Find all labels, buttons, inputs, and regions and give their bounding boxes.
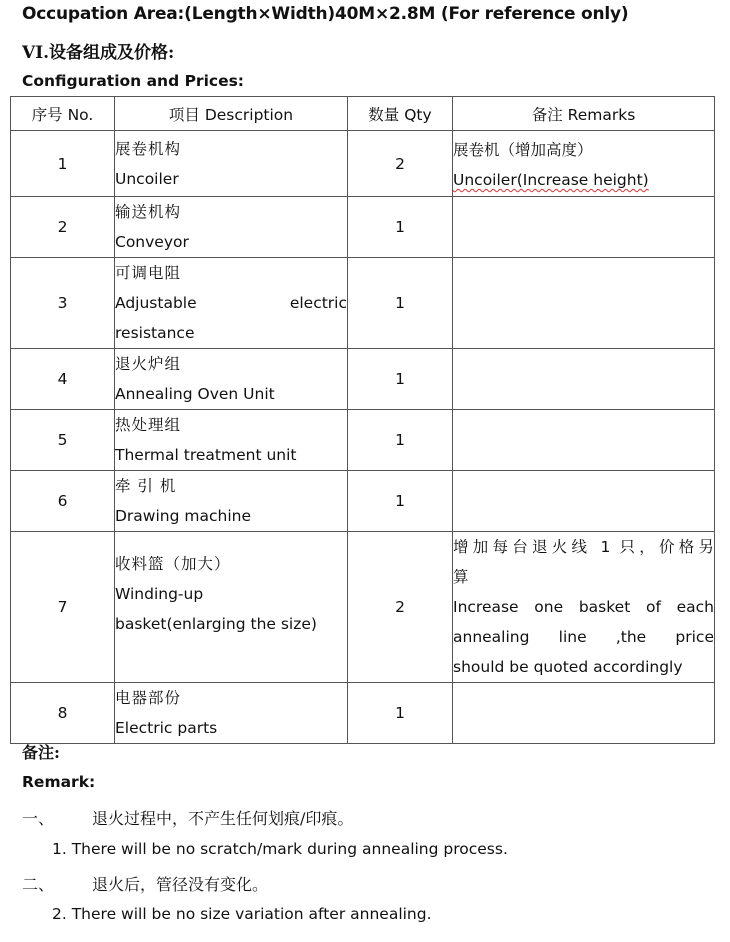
table-header-row bbox=[11, 97, 715, 131]
description-cn: 输送机构 bbox=[115, 203, 182, 221]
row-description bbox=[115, 683, 348, 744]
header-qty: 数量 Qty bbox=[348, 97, 453, 131]
row-remark bbox=[453, 683, 715, 744]
row-qty: 1 bbox=[348, 410, 453, 471]
row-description bbox=[115, 349, 348, 410]
row-number: 4 bbox=[11, 349, 115, 410]
header-remarks: 备注 Remarks bbox=[453, 97, 715, 131]
description-en-word: electric bbox=[289, 294, 347, 312]
description-en: Annealing Oven Unit bbox=[115, 385, 275, 403]
row-qty: 1 bbox=[348, 683, 453, 744]
table-row bbox=[11, 410, 715, 471]
description-cn: 退火炉组 bbox=[115, 355, 182, 373]
section-title: VI.设备组成及价格: bbox=[22, 43, 175, 63]
remark-en-line: should be quoted accordingly bbox=[453, 658, 683, 676]
header-no: 序号 No. bbox=[11, 97, 115, 131]
note-marker: 一、 bbox=[22, 809, 55, 828]
configuration-title: Configuration and Prices: bbox=[22, 72, 245, 90]
configuration-table bbox=[10, 96, 715, 744]
row-remark bbox=[453, 349, 715, 410]
table-row bbox=[11, 683, 715, 744]
table-row bbox=[11, 258, 715, 349]
description-en-line: resistance bbox=[115, 324, 195, 342]
note-text-en: 2. There will be no size variation after annealing. bbox=[52, 905, 432, 923]
row-remark bbox=[453, 258, 715, 349]
row-remark bbox=[453, 131, 715, 197]
row-remark bbox=[453, 197, 715, 258]
row-description bbox=[115, 131, 348, 197]
row-qty: 1 bbox=[348, 197, 453, 258]
note-text-cn: 退火过程中，不产生任何划痕/印痕。 bbox=[92, 809, 354, 828]
remark-title-en: Remark: bbox=[22, 773, 96, 791]
note-cn bbox=[22, 806, 353, 829]
row-description bbox=[115, 410, 348, 471]
row-number: 3 bbox=[11, 258, 115, 349]
table-row bbox=[11, 197, 715, 258]
row-qty: 1 bbox=[348, 349, 453, 410]
description-en: Uncoiler bbox=[115, 169, 179, 188]
description-en-word: Adjustable bbox=[115, 294, 197, 312]
row-remark bbox=[453, 532, 715, 683]
description-cn: 电器部份 bbox=[115, 689, 182, 707]
row-number: 7 bbox=[11, 532, 115, 683]
description-cn: 牵 引 机 bbox=[115, 477, 177, 495]
row-number: 2 bbox=[11, 197, 115, 258]
table-row bbox=[11, 131, 715, 197]
table-row bbox=[11, 349, 715, 410]
row-remark bbox=[453, 471, 715, 532]
remark-en-line: Increase one basket of each bbox=[453, 598, 714, 616]
description-en-line: Winding-up bbox=[115, 585, 204, 603]
description-cn: 热处理组 bbox=[115, 416, 182, 434]
row-description bbox=[115, 197, 348, 258]
row-qty: 2 bbox=[348, 131, 453, 197]
row-qty: 2 bbox=[348, 532, 453, 683]
row-description bbox=[115, 258, 348, 349]
row-number: 8 bbox=[11, 683, 115, 744]
description-en-line: basket(enlarging the size) bbox=[115, 615, 317, 633]
description-cn: 可调电阻 bbox=[115, 264, 182, 282]
description-cn: 展卷机构 bbox=[115, 139, 182, 158]
occupation-area-line: Occupation Area:(Length×Width)40M×2.8M (For reference only) bbox=[22, 4, 629, 24]
note-text-cn: 退火后，管径没有变化。 bbox=[92, 875, 269, 894]
description-en: Conveyor bbox=[115, 233, 189, 251]
row-number: 1 bbox=[11, 131, 115, 197]
row-qty: 1 bbox=[348, 471, 453, 532]
table-row bbox=[11, 471, 715, 532]
row-qty: 1 bbox=[348, 258, 453, 349]
note-marker: 二、 bbox=[22, 875, 55, 894]
description-en-line bbox=[115, 288, 347, 318]
row-description bbox=[115, 471, 348, 532]
remark-cn-line: 算 bbox=[453, 568, 469, 586]
remark-cn: 展卷机（增加高度） bbox=[453, 141, 593, 159]
row-description bbox=[115, 532, 348, 683]
remark-en-line: annealing line ,the price bbox=[453, 628, 714, 646]
row-number: 6 bbox=[11, 471, 115, 532]
description-en: Thermal treatment unit bbox=[115, 446, 297, 464]
table-row bbox=[11, 532, 715, 683]
description-en: Electric parts bbox=[115, 719, 218, 737]
note-text-en: 1. There will be no scratch/mark during annealing process. bbox=[52, 840, 508, 858]
remark-title-cn: 备注: bbox=[22, 743, 60, 762]
header-description: 项目 Description bbox=[115, 97, 348, 131]
description-cn: 收料篮（加大） bbox=[115, 555, 231, 573]
row-remark bbox=[453, 410, 715, 471]
description-en: Drawing machine bbox=[115, 507, 251, 525]
remark-en: Uncoiler(Increase height) bbox=[453, 171, 649, 189]
row-number: 5 bbox=[11, 410, 115, 471]
remark-cn-line: 增加每台退火线 1 只，价格另 bbox=[453, 538, 714, 556]
note-cn bbox=[22, 872, 268, 895]
